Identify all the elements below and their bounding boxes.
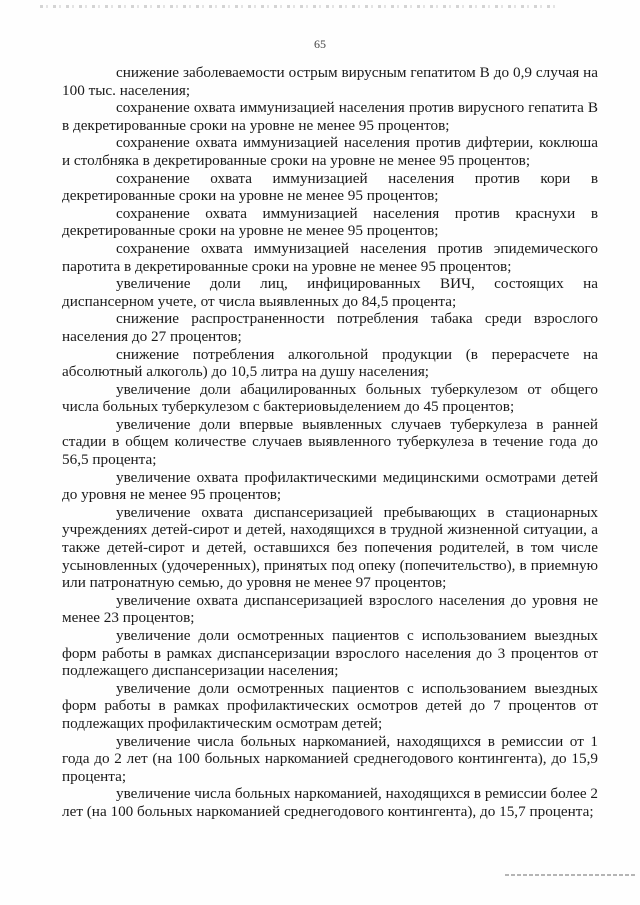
list-item: увеличение доли осмотренных пациентов с использованием выездных форм работы в рамках профилактических осмотров детей до 7 процентов от подлежащих профилактическим осмотрам детей; (62, 679, 598, 732)
list-item: сохранение охвата иммунизацией населения против кори в декретированные сроки на уровне не менее 95 процентов; (62, 169, 598, 205)
list-item: снижение заболеваемости острым вирусным гепатитом В до 0,9 случая на 100 тыс. населения; (62, 64, 598, 99)
list-item: увеличение охвата диспансеризацией пребывающих в стационарных учреждениях детей-сирот и детей, находящихся в трудной жизненной ситуации, а также детей-сирот и детей, оставшихся без попечения родителей, в том числе усыновленных (удочеренных), принятых под опеку (попечительство), в приемную или патронатную семью, до уровня не менее 97 процентов; (62, 503, 598, 592)
list-item: увеличение доли впервые выявленных случаев туберкулеза в ранней стадии в общем количестве случаев выявленного туберкулеза в течение года до 56,5 процента; (62, 415, 598, 469)
document-body (62, 64, 598, 821)
list-item: увеличение доли лиц, инфицированных ВИЧ, состоящих на диспансерном учете, от числа выявленных до 84,5 процента; (62, 275, 598, 310)
list-item: снижение потребления алкогольной продукции (в перерасчете на абсолютный алкоголь) до 10,5 литра на душу населения; (62, 345, 598, 381)
scan-artifact-top (40, 5, 560, 8)
list-item: сохранение охвата иммунизацией населения против дифтерии, коклюша и столбняка в декретированные сроки на уровне не менее 95 процентов; (62, 134, 598, 169)
page-number: 65 (314, 37, 326, 51)
list-item: сохранение охвата иммунизацией населения против краснухи в декретированные сроки на уровне не менее 95 процентов; (62, 204, 598, 240)
list-item: увеличение доли осмотренных пациентов с использованием выездных форм работы в рамках диспансеризации взрослого населения до 3 процентов от подлежащего диспансеризации населения; (62, 627, 598, 680)
list-item: сохранение охвата иммунизацией населения против вирусного гепатита В в декретированные сроки на уровне не менее 95 процентов; (62, 99, 598, 134)
scan-artifact-bottom (505, 874, 635, 876)
list-item: увеличение числа больных наркоманией, находящихся в ремиссии от 1 года до 2 лет (на 100 больных наркоманией среднегодового контингента), до 15,9 процента; (62, 732, 598, 785)
list-item: увеличение охвата диспансеризацией взрослого населения до уровня не менее 23 процентов; (62, 591, 598, 627)
list-item: сохранение охвата иммунизацией населения против эпидемического паротита в декретированные сроки на уровне не менее 95 процентов; (62, 239, 598, 275)
list-item: увеличение доли абацилированных больных туберкулезом от общего числа больных туберкулезом с бактериовыделением до 45 процентов; (62, 380, 598, 416)
list-item: увеличение числа больных наркоманией, находящихся в ремиссии более 2 лет (на 100 больных наркоманией среднегодового контингента), до 15,7 процента; (62, 785, 599, 820)
list-item: снижение распространенности потребления табака среди взрослого населения до 27 процентов; (62, 310, 598, 345)
list-item: увеличение охвата профилактическими медицинскими осмотрами детей до уровня не менее 95 процентов; (62, 468, 598, 504)
